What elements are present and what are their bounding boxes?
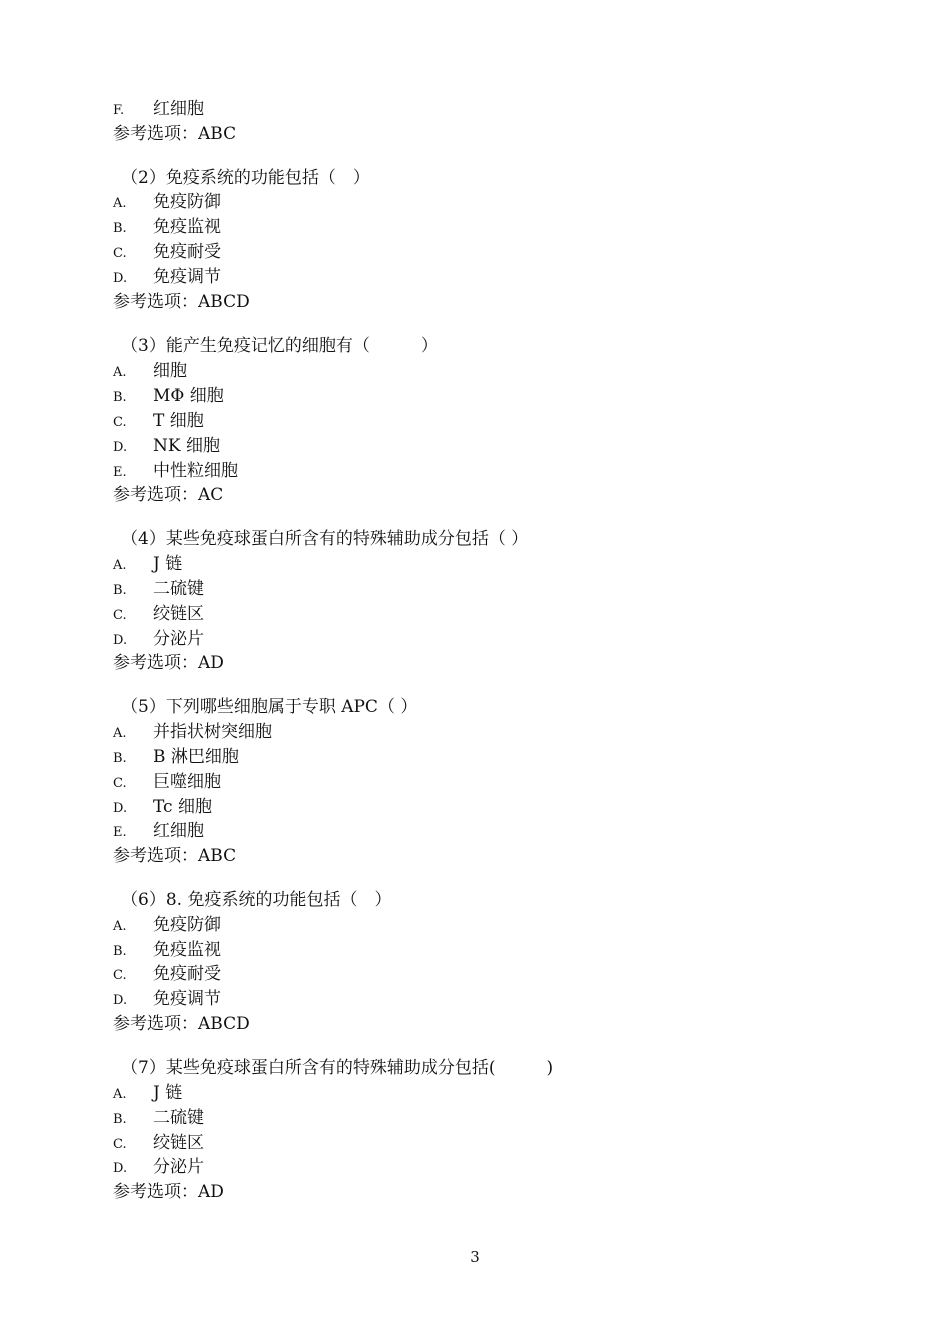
option-row [113,962,221,987]
answer-line: 参考选项：ABCD [113,1014,250,1034]
question-stem: （5）下列哪些细胞属于专职 APC（ ） [121,697,418,717]
answer-line: 参考选项：AD [113,1182,224,1202]
option-row [113,459,238,484]
option-row [113,1081,182,1106]
option-row [113,987,221,1012]
option-letter: A. [113,1087,127,1102]
option-letter: C. [113,608,127,623]
option-text: MΦ 细胞 [153,386,224,406]
option-text: NK 细胞 [153,436,220,456]
option-letter: B. [113,221,127,236]
option-text: 细胞 [153,361,187,381]
option-letter: B. [113,944,127,959]
option-row [113,745,239,770]
option-letter: D. [113,440,128,455]
option-text: 红细胞 [153,821,204,841]
question-stem: （6）8. 免疫系统的功能包括（ ） [121,890,392,910]
option-letter: D. [113,993,128,1008]
option-letter: A. [113,558,127,573]
option-letter: D. [113,271,128,286]
question-stem: （7）某些免疫球蛋白所含有的特殊辅助成分包括( ) [121,1058,554,1078]
option-text: 并指状树突细胞 [153,722,272,742]
option-row [113,627,204,652]
option-letter: B. [113,751,127,766]
option-letter: A. [113,919,127,934]
option-row [113,215,221,240]
option-row [113,770,221,795]
option-text: B 淋巴细胞 [153,747,239,767]
option-text: 免疫监视 [153,217,221,237]
option-text: 绞链区 [153,1133,204,1153]
answer-line: 参考选项：ABC [113,846,237,866]
option-letter: B. [113,390,127,405]
option-letter: E. [113,465,127,480]
option-row [113,577,204,602]
option-row [113,434,220,459]
question-stem: （4）某些免疫球蛋白所含有的特殊辅助成分包括（ ） [121,529,529,549]
option-letter: B. [113,583,127,598]
option-letter: D. [113,633,128,648]
option-row [113,1155,204,1180]
option-text: 巨噬细胞 [153,772,221,792]
option-text: 免疫耐受 [153,964,221,984]
option-row [113,265,221,290]
option-row [113,190,221,215]
option-text: 二硫键 [153,1108,204,1128]
option-letter: B. [113,1112,127,1127]
option-row [113,240,221,265]
option-row [113,602,204,627]
option-text: 二硫键 [153,579,204,599]
option-letter: A. [113,365,127,380]
option-text: 绞链区 [153,604,204,624]
option-text: Tc 细胞 [153,797,212,817]
option-letter: C. [113,246,127,261]
option-row [113,359,187,384]
option-row [113,384,224,409]
option-text: 免疫调节 [153,989,221,1009]
option-text: 中性粒细胞 [153,461,238,481]
option-letter: A. [113,196,127,211]
option-letter: F. [113,103,125,118]
option-text: 免疫防御 [153,915,221,935]
option-row [113,913,221,938]
option-letter: A. [113,726,127,741]
option-text: T 细胞 [153,411,204,431]
answer-line: 参考选项：AC [113,485,224,505]
option-row [113,795,212,820]
answer-line: 参考选项：ABC [113,124,237,144]
option-letter: C. [113,776,127,791]
option-letter: E. [113,825,127,840]
option-row [113,720,272,745]
option-text: 红细胞 [153,99,204,119]
option-row [113,1131,204,1156]
option-text: 分泌片 [153,1157,204,1177]
question-stem: （3）能产生免疫记忆的细胞有（ ） [121,336,438,356]
option-row [113,409,204,434]
option-letter: D. [113,801,128,816]
option-text: J 链 [153,1083,183,1103]
option-letter: C. [113,415,127,430]
option-row [113,1106,204,1131]
option-text: 分泌片 [153,629,204,649]
option-row [113,552,182,577]
option-text: 免疫防御 [153,192,221,212]
option-letter: D. [113,1161,128,1176]
answer-line: 参考选项：AD [113,653,224,673]
option-text: 免疫调节 [153,267,221,287]
option-text: 免疫监视 [153,940,221,960]
option-letter: C. [113,968,127,983]
page-number: 3 [470,1248,480,1266]
option-row [113,938,221,963]
option-letter: C. [113,1137,127,1152]
option-text: 免疫耐受 [153,242,221,262]
option-text: J 链 [153,554,183,574]
option-row [113,819,204,844]
answer-line: 参考选项：ABCD [113,292,250,312]
option-row [113,97,204,122]
question-stem: （2）免疫系统的功能包括（ ） [121,168,370,188]
